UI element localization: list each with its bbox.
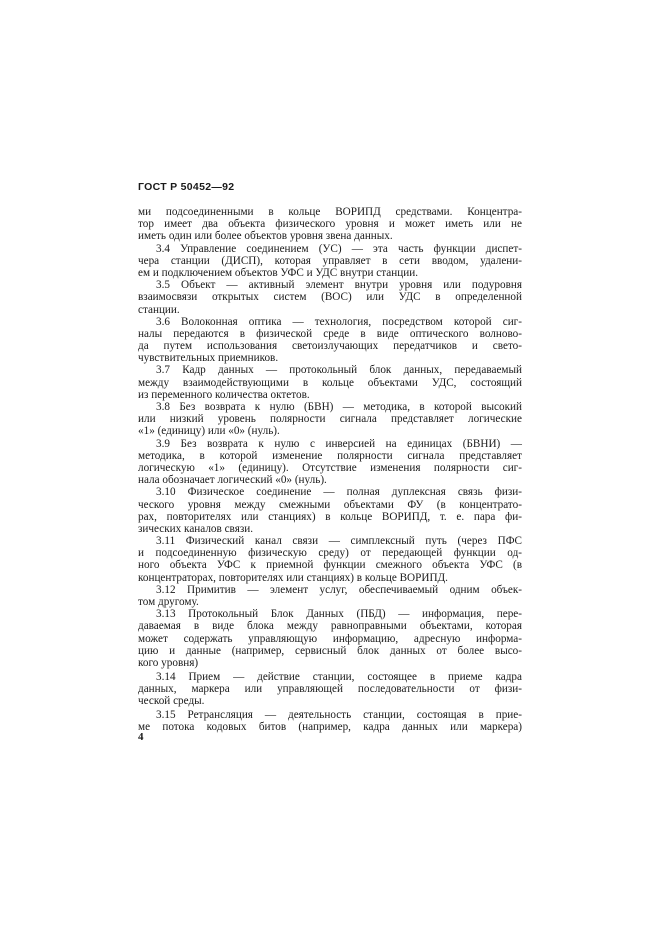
text-line: и подсоединенную физическую среду) от передающей функции од-: [138, 547, 522, 560]
text-line: 3.14 Прием — действие станции, состоящее в приеме кадра: [156, 670, 522, 683]
text-line: из переменного количества октетов.: [138, 388, 310, 401]
text-line: налы передаются в физической среде в виде оптического волново-: [138, 327, 522, 340]
text-line: том другому.: [138, 596, 199, 608]
text-line: взаимосвязи открытых систем (ВОС) или УДС в определенной: [138, 291, 522, 304]
text-line: 3.5 Объект — активный элемент внутри уровня или подуровня: [156, 279, 522, 292]
text-line: может содержать управляющую информацию, адресную информа-: [138, 632, 522, 645]
text-line: чера станции (ДИСП), которая управляет в сети вводом, удалени-: [138, 254, 522, 267]
text-line: даваемая в виде блока между равноправными объектами, которая: [138, 620, 522, 633]
text-line: между взаимодействующими в кольце объектами УДС, состоящий: [138, 376, 522, 389]
paragraph: [138, 364, 522, 401]
text-line: кого уровня): [138, 656, 199, 669]
paragraph: [138, 401, 522, 438]
paragraph: [138, 709, 522, 733]
paragraph: [138, 584, 522, 608]
document-body: [138, 206, 522, 733]
text-line: ческого уровня между смежными объектами ФУ (в концентрато-: [138, 498, 522, 511]
text-line: 3.15 Ретрансляция — деятельность станции, состоящая в прие-: [156, 708, 522, 721]
text-line: 3.4 Управление соединением (УС) — эта часть функции диспет-: [156, 242, 522, 255]
text-line: 3.11 Физический канал связи — симплексный путь (через ПФС: [156, 535, 522, 548]
text-line: или низкий уровень полярности сигнала представляет логические: [138, 413, 522, 426]
text-line: данных, маркера или управляющей последовательности от физи-: [138, 682, 522, 695]
paragraph: [138, 206, 522, 243]
text-line: концентраторах, повторителях или станциях) в кольце ВОРИПД.: [138, 571, 448, 584]
text-line: ми подсоединенными в кольце ВОРИПД средствами. Концентра-: [138, 206, 522, 218]
paragraph: [138, 535, 522, 584]
text-line: ческой среды.: [138, 695, 205, 707]
text-line: логическую «1» (единицу). Отсутствие изменения полярности сиг-: [138, 461, 522, 474]
text-line: 3.8 Без возврата к нулю (БВН) — методика, в которой высокий: [156, 401, 522, 413]
paragraph: [138, 438, 522, 487]
text-line: «1» (единицу) или «0» (нуль).: [138, 425, 280, 438]
text-line: рах, повторителях или станциях) в кольце ВОРИПД, т. е. пара фи-: [138, 510, 522, 523]
text-line: нала обозначает логический «0» (нуль).: [138, 474, 327, 487]
paragraph: [138, 671, 522, 708]
text-line: ного объекта УФС к приемной функции смежного объекта УФС (в: [138, 559, 522, 572]
text-line: 3.6 Волоконная оптика — технология, посредством которой сиг-: [156, 315, 522, 328]
paragraph: [138, 486, 522, 535]
paragraph: [138, 608, 522, 669]
text-line: 3.7 Кадр данных — протокольный блок данных, передаваемый: [156, 364, 522, 377]
text-line: тор имеет два объекта физического уровня и может иметь или не: [138, 218, 522, 231]
paragraph: [138, 279, 522, 316]
text-line: чувствительных приемников.: [138, 352, 279, 365]
paragraph: [138, 243, 522, 280]
text-line: цию и данные (например, сервисный блок данных от более высо-: [138, 644, 522, 657]
text-line: иметь один или более объектов уровня звена данных.: [138, 230, 393, 243]
paragraph: [138, 316, 522, 365]
text-line: 3.12 Примитив — элемент услуг, обеспечиваемый одним объек-: [156, 583, 522, 596]
text-line: 3.9 Без возврата к нулю с инверсией на единицах (БВНИ) —: [156, 437, 522, 450]
text-line: методика, в которой изменение полярности сигнала представляет: [138, 449, 522, 462]
text-line: да путем использования светоизлучающих передатчиков и свето-: [138, 340, 522, 353]
text-line: 3.10 Физическое соединение — полная дуплексная связь физи-: [156, 486, 522, 499]
text-line: станции.: [138, 303, 180, 316]
text-line: зических каналов связи.: [138, 522, 254, 535]
page-number: 4: [138, 731, 144, 743]
text-line: 3.13 Протокольный Блок Данных (ПБД) — информация, пере-: [156, 608, 522, 621]
document-header: ГОСТ Р 50452—92: [138, 181, 235, 193]
text-line: ем и подключением объектов УФС и УДС внутри станции.: [138, 266, 419, 279]
text-line: ме потока кодовых битов (например, кадра данных или маркера): [138, 720, 522, 733]
